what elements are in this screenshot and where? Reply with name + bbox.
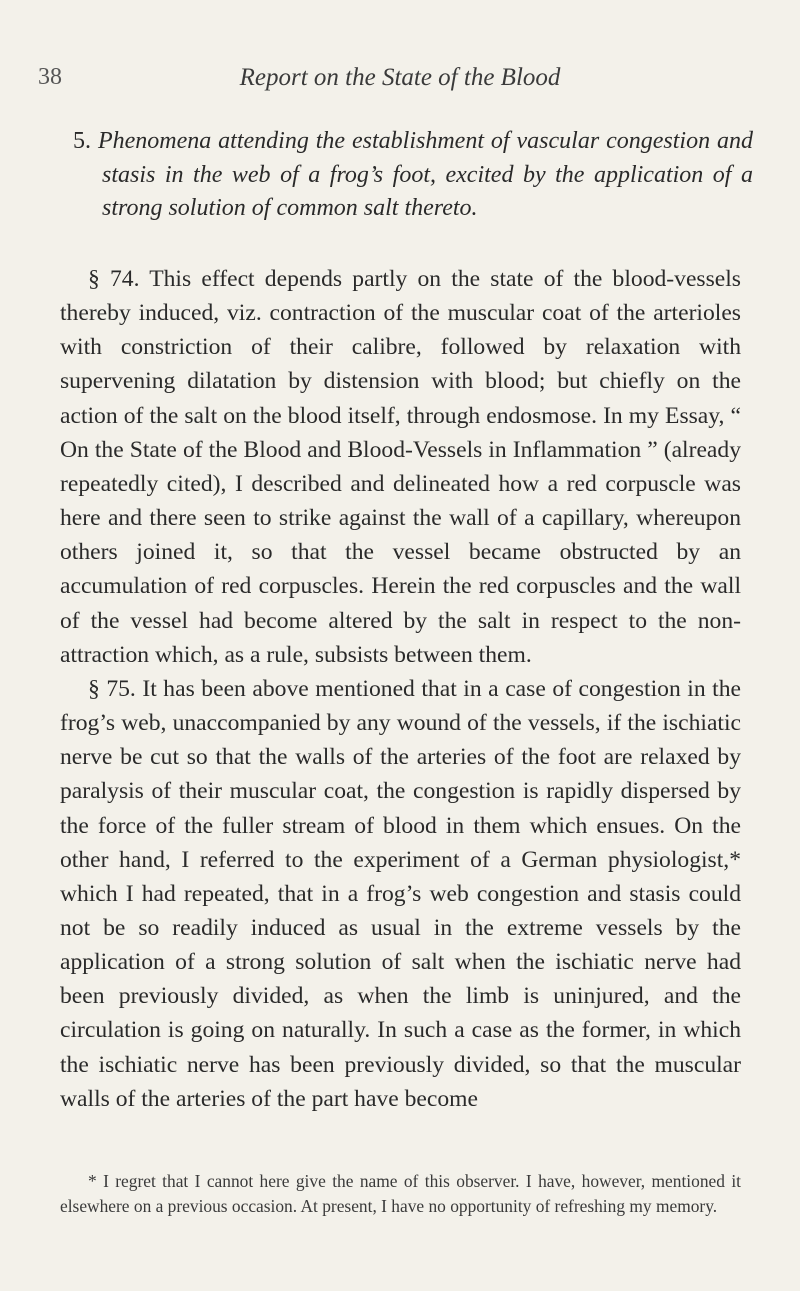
running-title: Report on the State of the Blood — [239, 64, 561, 91]
footnote-text: * I regret that I cannot here give the name of this observer. I have, however, mentioned it elsewhere on a previous occasion. At present, I have no opportunity of refreshing my memory. — [60, 1171, 741, 1216]
paragraph-74: § 74. This effect depends partly on the state of the blood-vessels thereby induced, viz. contraction of the muscular coat of the arterioles with constriction of their calibre, followed by relaxation with supervening dilatation by distension with blood; but chiefly on the action of the salt on the blood itself, through endosmose. In my Essay, “ On the State of the Blood and Blood-Vessels in Inflammation ” (already repeatedly cited), I described and delineated how a red corpuscle was here and there seen to strike against the wall of a capillary, whereupon others joined it, so that the vessel became obstructed by an accumulation of red corpuscles. Herein the red corpuscles and the wall of the vessel had become altered by the salt in respect to the non-attraction which, as a rule, subsists between them. — [60, 266, 741, 668]
running-head — [38, 64, 762, 98]
paragraph-75: § 75. It has been above mentioned that in a case of congestion in the frog’s web, unaccompanied by any wound of the vessels, if the ischiatic nerve be cut so that the walls of the arteries of the foot are relaxed by paralysis of their muscular coat, the congestion is rapidly dispersed by the force of the fuller stream of blood in them which ensues. On the other hand, I referred to the experiment of a German physiologist,* which I had repeated, that in a frog’s web congestion and stasis could not be so readily induced as usual in the extreme vessels by the application of a strong solution of salt when the ischiatic nerve had been previously divided, as when the limb is uninjured, and the circulation is going on naturally. In such a case as the former, in which the ischiatic nerve has been previously divided, so that the muscular walls of the arteries of the part have become — [60, 675, 741, 1112]
page-number: 38 — [38, 64, 62, 90]
body-text — [60, 262, 741, 1116]
footnote — [60, 1169, 741, 1219]
section-heading — [73, 125, 753, 226]
section-number: 5. — [73, 128, 91, 154]
section-title: Phenomena attending the establishment of vascular congestion and stasis in the web of a frog’s foot, excited by the application of a strong solution of common salt thereto. — [97, 128, 754, 221]
